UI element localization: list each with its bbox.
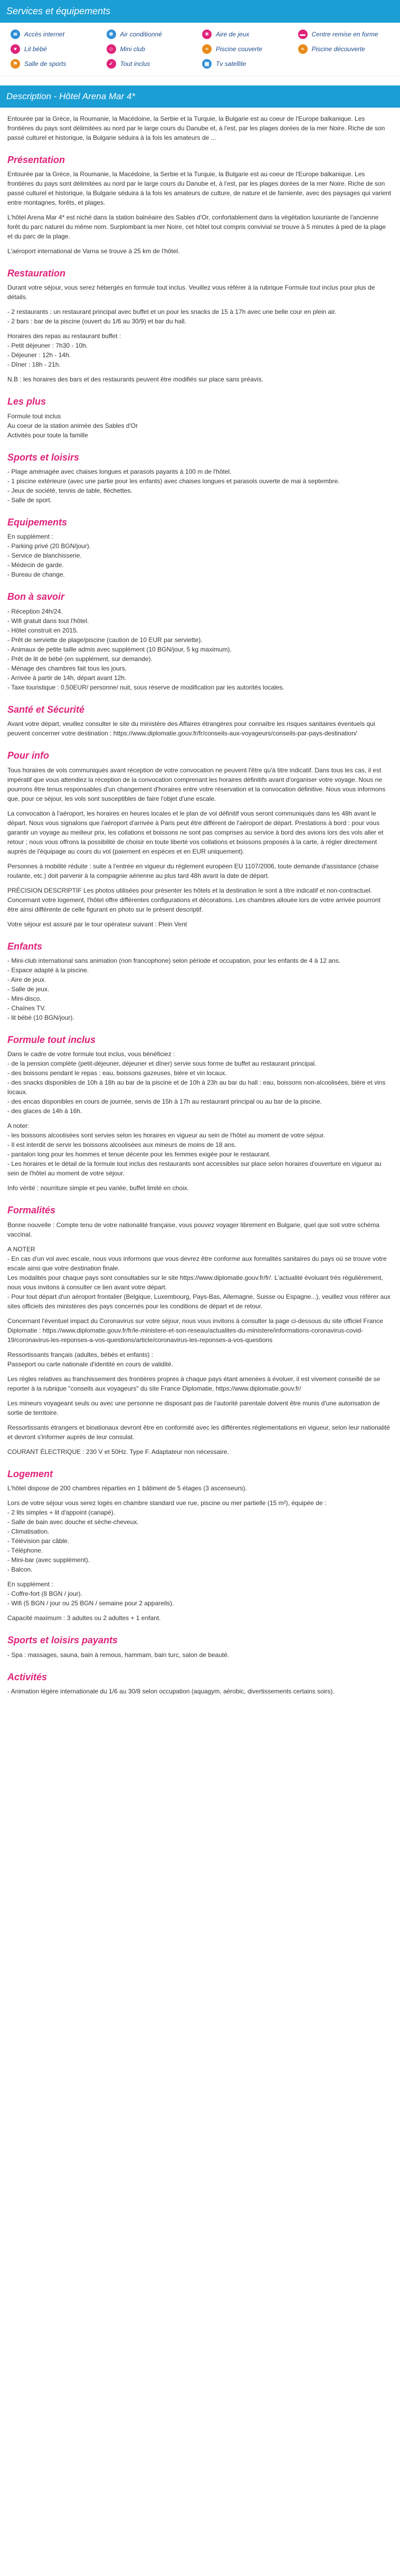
section-paragraph: N.B : les horaires des bars et des restaurants peuvent être modifiés sur place sans préavis. <box>7 376 263 384</box>
outdoor-pool-icon: ≈ <box>298 44 308 54</box>
section-line: - Déjeuner : 12h - 14h. <box>7 351 71 359</box>
section-line: - En cas d'un vol avec escale, nous vous informons que vous devrez être conforme aux formalités sanitaires du pays où se trouve votre escale ainsi que votre destination finale. <box>7 1255 387 1272</box>
section-line: - Wifi (5 BGN / jour ou 25 BGN / semaine pour 2 appareils). <box>7 1600 174 1607</box>
section-line: Les modalités pour chaque pays sont consultables sur le site https://www.diplomatie.gouv.fr/fr/. L'actualité évoluant très régulièrement, nous vous invitons à consulter ce lien avant votre départ. <box>7 1273 383 1291</box>
services-title: Services et équipements <box>6 6 111 16</box>
section-paragraph: Bonne nouvelle : Compte tenu de votre nationalité française, vous pouvez voyager librement en Bulgarie, quel que soit votre schéma vaccinal. <box>7 1221 380 1238</box>
service-item <box>298 28 390 41</box>
service-item <box>107 28 198 41</box>
section-paragraph: Capacité maximum : 3 adultes ou 2 adultes + 1 enfant. <box>7 1614 161 1622</box>
section-line: - Arrivée à partir de 14h, départ avant 12h. <box>7 674 127 682</box>
section-paragraph: L'hôtel Arena Mar 4* est niché dans la station balnéaire des Sables d'Or, confortablement dans la végétation luxuriante de l'ancienne forêt du parc naturel du même nom. Surplombant la mer Noire, cet hôtel tout compris convivial se trouve à 5 minutes à pied de la plage et du parc de la plage. <box>7 213 386 240</box>
section-line: - Parking privé (20 BGN/jour). <box>7 542 91 550</box>
sports-icon: ⚑ <box>11 59 20 69</box>
section-heading: Activités <box>7 1671 47 1682</box>
section-line: - Prêt de serviette de plage/piscine (caution de 10 EUR par serviette). <box>7 636 203 644</box>
service-item <box>202 58 294 70</box>
section-heading: Santé et Sécurité <box>7 704 85 715</box>
section-heading: Les plus <box>7 396 46 407</box>
section-line: - 2 lits simples + lit d'appoint (canapé). <box>7 1509 116 1517</box>
spacer <box>7 1574 393 1579</box>
section-line: - Il est interdit de servir les boissons alcoolisées aux mineurs de moins de 18 ans. <box>7 1141 236 1149</box>
section-heading: Logement <box>7 1468 53 1479</box>
section-paragraph: Info vérité : nourriture simple et peu variée, buffet limité en choix. <box>7 1184 189 1192</box>
section-heading: Sports et loisirs payants <box>7 1635 118 1646</box>
wifi-icon: ≋ <box>11 30 20 39</box>
section-paragraph: Avant votre départ, veuillez consulter le site du ministère des Affaires étrangères pour connaître les risques sanitaires éventuels qui peuvent concerner votre destination : https://www.diplomatie.gouv.fr/fr/conseils-aux-voyageurs/conseils-par-pays-destination/ <box>7 720 375 738</box>
section-line: Ressortissants français (adultes, bébés et enfants) : <box>7 1351 154 1358</box>
service-label: Piscine découverte <box>311 45 365 53</box>
section-heading: Pour info <box>7 750 49 761</box>
section-line: - Pour tout départ d'un aéroport frontalier (Belgique, Luxembourg, Pays-Bas, Allemagne, Suisse ou Espagne...), veuillez vous référer aux sites officiels des ministères des pays concernés pour les conditions de départ et de retour. <box>7 1292 391 1310</box>
spacer <box>7 1608 393 1613</box>
section-paragraph: Les règles relatives au franchissement des frontières propres à chaque pays étant amenées à évoluer, il est vivement conseillé de se reporter à la rubrique "conseils aux voyageurs" du site France Diplomatie, https://www.diplomatie.gouv.fr/ <box>7 1375 380 1392</box>
kids-icon: ☺ <box>107 44 116 54</box>
section-line: - Hôtel construit en 2015. <box>7 626 79 634</box>
section-paragraph: Durant votre séjour, vous serez hébergés en formule tout inclus. Veuillez vous référer à la rubrique Formule tout inclus pour plus de détails. <box>7 284 375 301</box>
service-label: Lit bébé <box>24 45 47 53</box>
section-paragraph: Ressortissants étrangers et binationaux devront être en conformité avec les différentes réglementations en vigueur, selon leur nationalité et devront s'informer auprès de leur consulat. <box>7 1423 390 1441</box>
section-line: - 2 bars : bar de la piscine (ouvert du 1/6 au 30/9) et bar du hall. <box>7 318 186 325</box>
section-line: - des boissons pendant le repas : eau, boissons gazeuses, bière et vin locaux. <box>7 1069 227 1077</box>
service-label: Mini club <box>120 45 145 53</box>
section-line: - Animaux de petite taille admis avec supplément (10 BGN/jour, 5 kg maximum). <box>7 645 232 653</box>
section-line: - Réception 24h/24. <box>7 607 63 615</box>
section-line: - des snacks disponibles de 10h à 18h au bar de la piscine et de 10h à 23h au bar du hall : eau, boissons non-alcoolisées, bière et vins locaux. <box>7 1079 386 1096</box>
section-line: - Balcon. <box>7 1566 33 1574</box>
section-line: - 2 restaurants : un restaurant principal avec buffet et un pour les snacks de 15 à 17h avec une belle cour en plein air. <box>7 308 337 316</box>
section-line: - les boissons alcoolisées sont servies selon les horaires en vigueur au sein de l'hôtel au moment de votre séjour. <box>7 1132 325 1139</box>
all-inclusive-icon: ✓ <box>107 59 116 69</box>
section-paragraph: Entourée par la Grèce, la Roumanie, la Macédoine, la Serbie et la Turquie, la Bulgarie est au coeur de l'Europe balkanique. Les frontières du pays sont délimitées au nord par le large cours du Danube et, à l'est, par les plages dorées de la mer Noire. Riche de son passé culturel et historique, la Bulgarie séduira à la fois les amateurs de culture, de nature et de farniente, avec des paysages qui varient entre montagnes, forêts, et plages. <box>7 170 392 206</box>
section-paragraph: La convocation à l'aéroport, les horaires en heures locales et le plan de vol définitif vous seront communiqués dans les 48h avant le départ. Nous vous signalons que l'aéroport d'arrivée à Paris peut être différent de l'aéroport de départ. Prestations à bord : pour vous garantir un voyage au meilleur prix, les collations et boissons ne sont pas comprises au service à bord des avions lors des vols aller et retour ; nous vous offrons la possibilité de choisir en toute liberté vos collations et boissons proposés à la carte, à régler directement auprès de l'équipage au cours du vol (paiement en espèces et en EUR uniquement). <box>7 809 384 855</box>
section-paragraph: Votre séjour est assuré par le tour opérateur suivant : Plein Vent <box>7 920 187 928</box>
section-line: - Bureau de change. <box>7 571 65 579</box>
section-paragraph: Passeport ou carte nationale d'identité en cours de validité. <box>7 1360 173 1368</box>
spacer <box>7 326 393 331</box>
service-label: Salle de sports <box>24 60 66 68</box>
service-item <box>202 43 294 55</box>
section-paragraph: L'hôtel dispose de 200 chambres réparties en 1 bâtiment de 5 étages (3 ascenseurs). <box>7 1485 247 1492</box>
section-heading: Enfants <box>7 941 43 952</box>
section-line: - Climatisation. <box>7 1528 50 1536</box>
section-line: - pantalon long pour les hommes et tenue décente pour les femmes exigée pour le restaurant. <box>7 1151 271 1158</box>
description-title: Description - Hôtel Arena Mar 4* <box>6 91 136 101</box>
section-line: - Espace adapté à la piscine. <box>7 966 89 974</box>
section-heading: Formalités <box>7 1205 56 1216</box>
service-label: Centre remise en forme <box>311 31 378 38</box>
section-line: - Wifi gratuit dans tout l'hôtel. <box>7 617 89 625</box>
section-paragraph: Les mineurs voyageant seuls ou avec une personne ne disposant pas de l'autorité parentale doivent être munis d'une autorisation de sortie de territoire. <box>7 1399 380 1416</box>
section-line: - 1 piscine extérieure (avec une partie pour les enfants) avec chaises longues et parasols ouverte de mai à septembre. <box>7 477 340 485</box>
services-banner <box>0 0 400 23</box>
playground-icon: ☀ <box>202 30 212 39</box>
tv-icon: ▣ <box>202 59 212 69</box>
service-item <box>107 58 198 70</box>
services-grid <box>0 23 400 76</box>
section-line: En supplément : <box>7 1581 53 1588</box>
spacer <box>7 369 393 375</box>
section-line: - Médecin de garde. <box>7 561 64 569</box>
snowflake-icon: ✻ <box>107 30 116 39</box>
section-paragraph: COURANT ÉLECTRIQUE : 230 V et 50Hz. Type F. Adaptateur non nécessaire. <box>7 1448 229 1455</box>
section-paragraph: - Animation légère internationale du 1/6 au 30/8 selon occupation (aquagym, aérobic, divertissements certains soirs). <box>7 1687 335 1695</box>
section-line: - Télévision par câble. <box>7 1537 70 1545</box>
section-heading: Bon à savoir <box>7 591 65 602</box>
section-line: Activités pour toute la famille <box>7 431 88 439</box>
section-line: - Mini-disco. <box>7 995 42 1003</box>
description-intro: Entourée par la Grèce, la Roumanie, la Macédoine, la Serbie et la Turquie, la Bulgarie est au coeur de l'Europe balkanique. Les frontières du pays sont délimitées au nord par le large cours du Danube et, à l'est, par les plages dorées de la mer Noire. Riche de son passé culturel et historique, la Bulgarie séduira à la fois les amateurs de ... <box>7 114 385 141</box>
section-line: - Mini-bar (avec supplément). <box>7 1556 90 1564</box>
section-line: - lit bébé (10 BGN/jour). <box>7 1014 74 1022</box>
section-line: - des encas disponibles en cours de journée, servis de 15h à 17h au restaurant principal ou au bar de la piscine. <box>7 1098 322 1106</box>
section-line: - Petit déjeuner : 7h30 - 10h. <box>7 342 88 350</box>
section-line: - Prêt de lit de bébé (en supplément, sur demande). <box>7 655 153 663</box>
description-content <box>0 108 400 1714</box>
section-line: - Téléphone. <box>7 1547 43 1555</box>
section-line: A NOTER <box>7 1245 35 1253</box>
section-paragraph: Concernant l'éventuel impact du Coronavirus sur votre séjour, nous vous invitons à consulter la page ci-dessous du site officiel France Diplomatie : https://www.diplomatie.gouv.fr/fr/le-ministere-et-son-reseau/actualites-du-ministere/informations-coronavirus-covid-19/coronavirus-les-reponses-a-vos-questions/article/coronavirus-les-reponses-a-vos-questions <box>7 1317 383 1344</box>
section-line: - Plage aménagée avec chaises longues et parasols payants à 100 m de l'hôtel. <box>7 468 232 476</box>
description-banner <box>0 85 400 108</box>
section-heading: Présentation <box>7 154 65 165</box>
section-line: - Taxe touristique : 0,50EUR/ personne/ nuit, sous réserve de modification par les autorités locales. <box>7 683 284 691</box>
service-label: Tv satellite <box>216 60 246 68</box>
service-item <box>11 28 102 41</box>
section-line: - Mini-club international sans animation (non francophone) selon période et occupation, pour les enfants de 4 à 12 ans. <box>7 957 341 965</box>
section-line: - de la pension complète (petit-déjeuner, déjeuner et dîner) servie sous forme de buffet au restaurant principal. <box>7 1060 317 1068</box>
section-line: Formule tout inclus <box>7 412 61 420</box>
service-item <box>107 43 198 55</box>
section-line: - Salle de sport. <box>7 496 52 504</box>
section-line: - Les horaires et le détail de la formule tout inclus des restaurants sont accessibles sur place selon horaires d'ouverture en vigueur au sein de l'hôtel au moment de votre séjour. <box>7 1160 382 1177</box>
section-line: - Aire de jeux. <box>7 976 46 984</box>
service-label: Accès internet <box>24 31 65 38</box>
spacer <box>7 1311 393 1316</box>
crib-icon: ♥ <box>11 44 20 54</box>
section-line: - Ménage des chambres fait tous les jours. <box>7 664 127 672</box>
section-line: Lors de votre séjour vous serez logés en chambre standard vue rue, piscine ou mer partielle (15 m²), équipée de : <box>7 1499 327 1507</box>
service-item <box>11 43 102 55</box>
section-line: - Jeux de société, tennis de table, fléchettes. <box>7 487 132 495</box>
section-paragraph: PRÉCISION DESCRIPTIF Les photos utilisées pour présenter les hôtels et la destination le sont à titre indicatif et non-contractuel. Concernant votre logement, l'hôtel offre différentes configurations et décorations. Les chambres allouée lors de votre arrivée pourront être ainsi différente de celle figurant en photo sur le présent descriptif. <box>7 886 380 913</box>
section-paragraph: Personnes à mobilité réduite : suite à l'entrée en vigueur du règlement européen EU 1107/2006, toute demande d'assistance (chaise roulante, etc.) doit parvenir à la compagnie aérienne au plus tard 48h avant la date de départ. <box>7 862 379 879</box>
dumbbell-icon: ▬ <box>298 30 308 39</box>
service-label: Tout inclus <box>120 60 150 68</box>
section-line: - Salle de jeux. <box>7 985 50 993</box>
section-line: - Coffre-fort (8 BGN / jour). <box>7 1590 82 1598</box>
section-line: - Chaînes TV. <box>7 1004 46 1012</box>
section-line: En supplément : <box>7 533 53 541</box>
section-line: - Service de blanchisserie. <box>7 552 82 560</box>
service-item <box>202 28 294 41</box>
section-line: Dans le cadre de votre formule tout inclus, vous bénéficiez : <box>7 1050 175 1058</box>
section-paragraph: Tous horaires de vols communiqués avant réception de votre convocation ne peuvent l'être qu'à titre indicatif. Dans tous les cas, il est impératif que vous attendiez la réception de la convocation comprenant les horaires définitifs avant d'organiser votre voyage. Nous ne pourrons être tenus responsables d'un changement d'horaires entre votre réservation et la convocation définitive. Nous vous informons que, pour ce séjour, les vols sont susceptibles de faire l'objet d'une escale. <box>7 766 386 802</box>
indoor-pool-icon: ≈ <box>202 44 212 54</box>
section-line: - des glaces de 14h à 16h. <box>7 1107 82 1115</box>
section-line: Horaires des repas au restaurant buffet : <box>7 332 121 340</box>
service-item <box>11 58 102 70</box>
service-label: Piscine couverte <box>216 45 263 53</box>
section-paragraph: L'aéroport international de Varna se trouve à 25 km de l'hôtel. <box>7 247 180 255</box>
spacer <box>7 1178 393 1183</box>
section-line: Au coeur de la station animée des Sables d'Or <box>7 422 138 429</box>
section-paragraph: - Spa : massages, sauna, bain à remous, hammam, bain turc, salon de beauté. <box>7 1651 230 1659</box>
section-line: - Dîner : 18h - 21h. <box>7 361 61 369</box>
service-label: Air conditionné <box>120 31 162 38</box>
section-heading: Equipements <box>7 517 68 528</box>
spacer <box>7 1116 393 1121</box>
section-heading: Sports et loisirs <box>7 452 80 463</box>
section-heading: Restauration <box>7 267 66 279</box>
section-heading: Formule tout inclus <box>7 1035 96 1046</box>
section-line: A noter: <box>7 1122 30 1130</box>
service-label: Aire de jeux <box>216 31 250 38</box>
service-item <box>298 43 390 55</box>
section-line: - Salle de bain avec douche et sèche-cheveux. <box>7 1518 139 1526</box>
